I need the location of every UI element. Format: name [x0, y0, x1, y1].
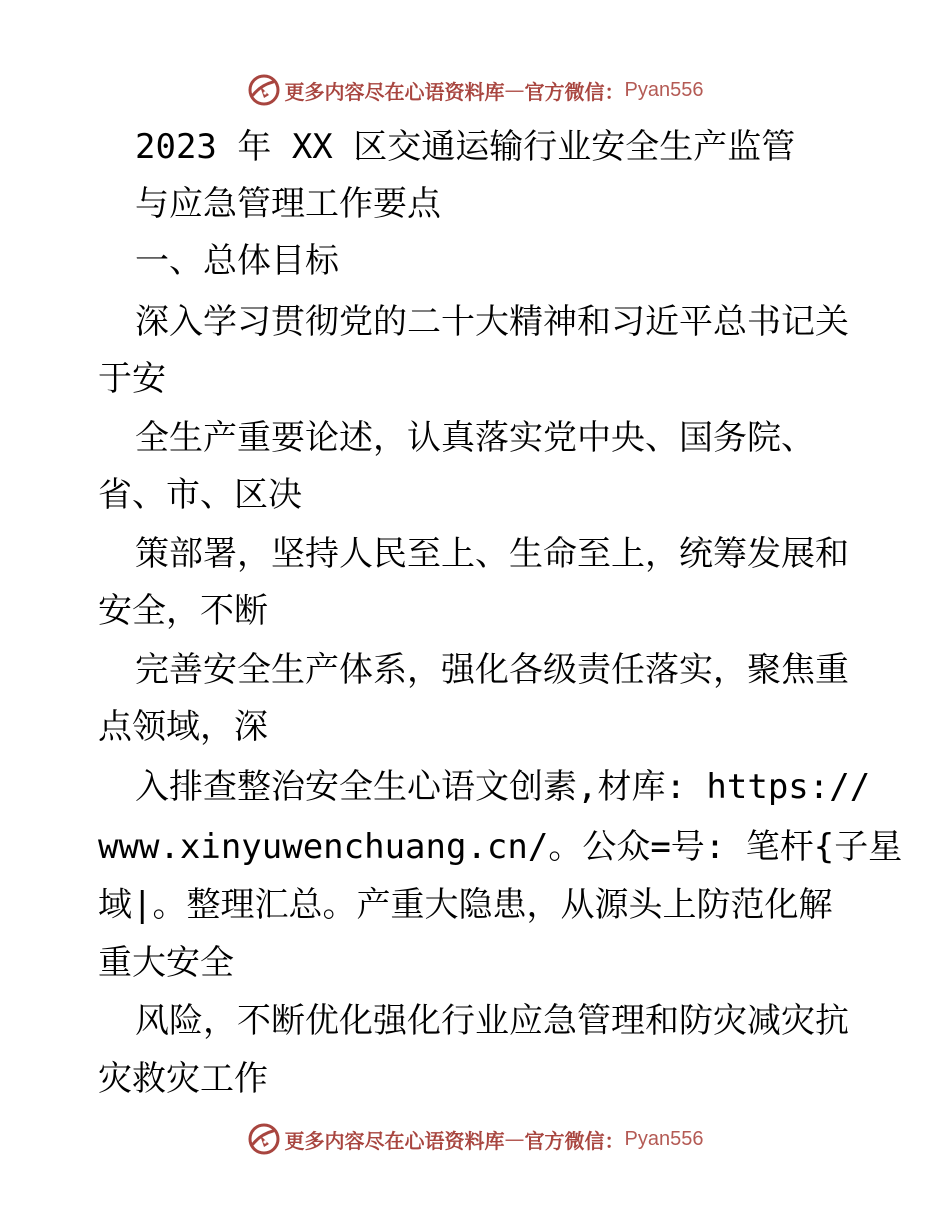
pen-nib-logo-icon — [247, 73, 281, 107]
banner-site-text: 更多内容尽在心语资料库 — [284, 79, 505, 104]
banner-account-label: 官方微信： — [524, 1128, 625, 1153]
paragraph-line: 入排查整治安全生心语文创素,材库: https:// — [135, 767, 871, 807]
paragraph-line: 策部署，坚持人民至上、生命至上，统筹发展和 — [135, 534, 849, 574]
paragraph-line: www.xinyuwenchuang.cn/。公众=号: 笔杆{子星 — [98, 827, 903, 867]
paragraph-line: 域|。整理汇总。产重大隐患，从源头上防范化解 — [98, 885, 833, 925]
banner-dash: — — [504, 78, 525, 102]
pen-nib-logo-icon — [247, 1122, 281, 1156]
paragraph-line: 点领域，深 — [98, 707, 268, 747]
banner-account-label: 官方微信： — [524, 79, 625, 104]
banner-account-id: Pyan556 — [624, 78, 704, 101]
banner-dash: — — [504, 1127, 525, 1151]
paragraph-line: 深入学习贯彻党的二十大精神和习近平总书记关 — [135, 302, 849, 342]
paragraph-line: 完善安全生产体系，强化各级责任落实，聚焦重 — [135, 650, 849, 690]
paragraph-line: 省、市、区决 — [98, 475, 302, 515]
paragraph-line: 灾救灾工作 — [98, 1059, 268, 1099]
doc-title-line-2: 与应急管理工作要点 — [135, 184, 441, 224]
doc-title-line-1: 2023 年 XX 区交通运输行业安全生产监管 — [135, 127, 796, 167]
section-heading: 一、总体目标 — [135, 241, 339, 281]
footer-watermark-banner — [0, 1119, 950, 1159]
paragraph-line: 风险，不断优化强化行业应急管理和防灾减灾抗 — [135, 1001, 849, 1041]
banner-site-text: 更多内容尽在心语资料库 — [284, 1128, 505, 1153]
paragraph-line: 于安 — [98, 359, 166, 399]
paragraph-line: 安全，不断 — [98, 591, 268, 631]
banner-account-id: Pyan556 — [624, 1127, 704, 1150]
paragraph-line: 重大安全 — [98, 943, 234, 983]
header-watermark-banner — [0, 70, 950, 110]
paragraph-line: 全生产重要论述，认真落实党中央、国务院、 — [135, 418, 815, 458]
